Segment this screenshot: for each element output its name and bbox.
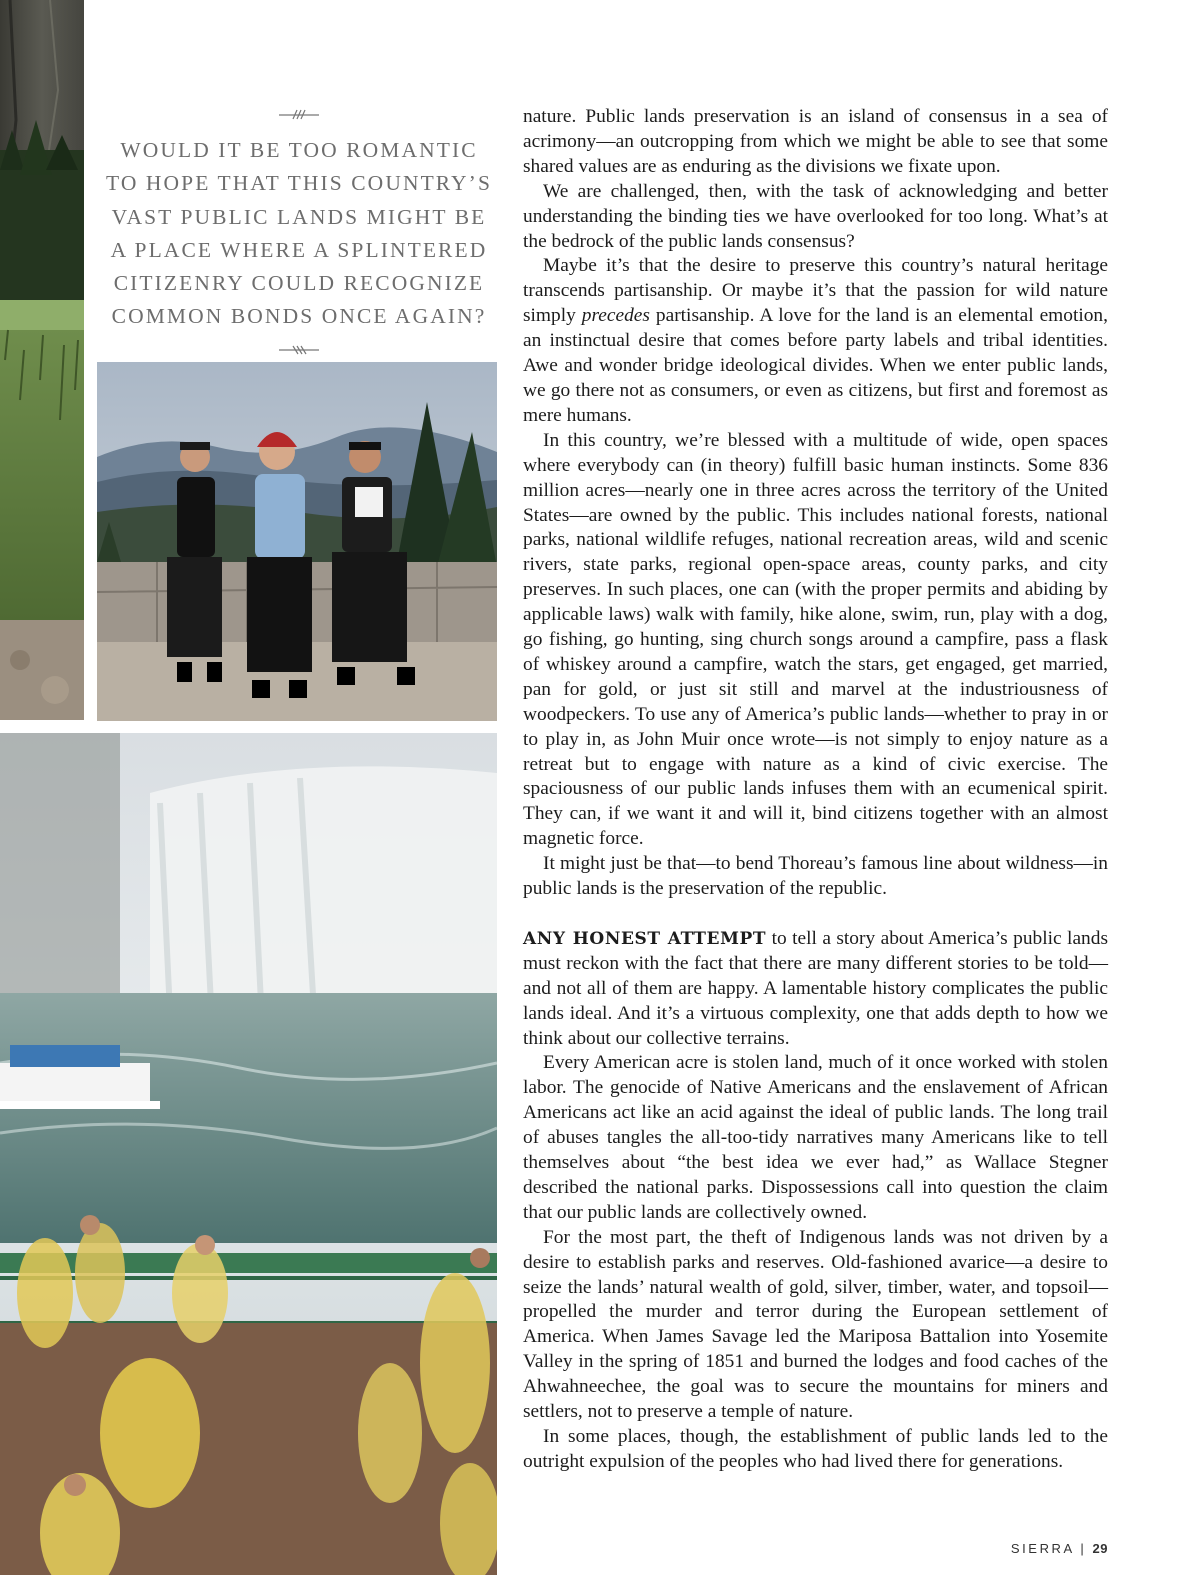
paragraph bbox=[523, 254, 1108, 428]
paragraph-text: partisanship. A love for the land is an elemental emotion, an instinctual desire that comes before party labels and tribal identities. Awe and wonder bridge ideological divides. When we enter public lands, we go there not as consumers, or even as citizens, but first and foremost as mere humans. bbox=[523, 305, 1108, 426]
paragraph: In some places, though, the establishment of public lands led to the outright expulsion of the peoples who had lived there for generations. bbox=[523, 1426, 1108, 1472]
pull-quote bbox=[98, 108, 500, 356]
paragraph-text: to tell a story about America’s public lands must reckon with the fact that there are many different stories to be told—and not all of them are happy. A lamentable history complicates the public lands ideal. And it’s a virtuous complexity, one that adds depth to how we think about our collective terrains. bbox=[523, 927, 1108, 1049]
paragraph-text: Maybe it’s that the desire to preserve this country’s natural heritage transcends partisanship. Or maybe it’s that the passion for wild nature simply bbox=[523, 255, 1108, 327]
lead-in: ANY HONEST ATTEMPT bbox=[523, 928, 767, 949]
paragraph: It might just be that—to bend Thoreau’s famous line about wildness—in public lands is the preservation of the republic. bbox=[523, 853, 1108, 900]
page-footer bbox=[1011, 1541, 1108, 1556]
pull-quote-text: WOULD IT BE TOO ROMANTIC TO HOPE THAT THIS COUNTRY’S VAST PUBLIC LANDS MIGHT BE A PLACE WHERE A SPLINTERED CITIZENRY COULD RECOGNIZE COMMON BONDS ONCE AGAIN? bbox=[105, 138, 492, 329]
section-start-paragraph bbox=[523, 927, 1108, 1052]
page-number: 29 bbox=[1092, 1541, 1108, 1556]
left-strip-photo bbox=[0, 0, 84, 720]
bottom-ornament-icon bbox=[279, 344, 319, 356]
emphasis-text: precedes bbox=[581, 305, 650, 327]
magazine-name: SIERRA bbox=[1010, 1541, 1075, 1556]
top-ornament-icon bbox=[279, 108, 319, 120]
overlook-photo bbox=[97, 362, 497, 721]
article-body bbox=[523, 105, 1108, 1475]
folio-separator: | bbox=[1080, 1541, 1087, 1556]
paragraph: For the most part, the theft of Indigenous lands was not driven by a desire to establish parks and reserves. Old-fashioned avarice—a desire to seize the lands’ natural wealth of gold, silver, timber, water, and topsoil—propelled the murder and terror during the European settlement of America. When James Savage led the Mariposa Battalion into Yosemite Valley in the spring of 1851 and burned the lodges and food caches of the Ahwahneechee, the goal was to secure the mountains for miners and settlers, not to preserve a temple of nature. bbox=[523, 1226, 1108, 1423]
paragraph: In this country, we’re blessed with a multitude of wide, open spaces where everybody can (in theory) fulfill basic human instincts. Some 836 million acres—nearly one in three acres across the territory of the United States—are owned by the public. This includes national forests, national parks, national wildlife refuges, national recreation areas, wild and scenic rivers, state parks, regional open-space areas, county parks, and city preserves. In such places, one can (with the proper permits and abiding by applicable laws) walk with family, hike alone, swim, run, play with a dog, go fishing, go hunting, sing church songs around a campfire, pass a flask of whiskey around a campfire, watch the stars, get engaged, get married, pan for gold, or just sit still and marvel at the industriousness of woodpeckers. To use any of America’s public lands—whether to pray in or to play in, as John Muir once wrote—is not simply to enjoy nature as a retreat but to engage with nature as a kind of civic exercise. The spaciousness of our public lands infuses them with an ecumenical spirit. They can, if we want it and will it, bind citizens together with an almost magnetic force. bbox=[523, 429, 1108, 850]
paragraph: Every American acre is stolen land, much of it once worked with stolen labor. The genocide of Native Americans and the enslavement of African Americans act like an acid against the ideal of public lands. The long trail of abuses tangles the all-too-tidy narratives many Americans like to tell themselves about “the best idea we ever had,” as Wallace Stegner described the national parks. Dispossessions call into question the claim that our public lands are collectively owned. bbox=[523, 1052, 1108, 1223]
paragraph: We are challenged, then, with the task of acknowledging and better understanding the binding ties we have overlooked for too long. What’s at the bedrock of the public lands consensus? bbox=[523, 180, 1108, 252]
falls-photo bbox=[0, 733, 497, 1575]
paragraph: nature. Public lands preservation is an island of consensus in a sea of acrimony—an outcropping from which we might be able to see that some shared values are as enduring as the divisions we fixate upon. bbox=[523, 106, 1108, 177]
